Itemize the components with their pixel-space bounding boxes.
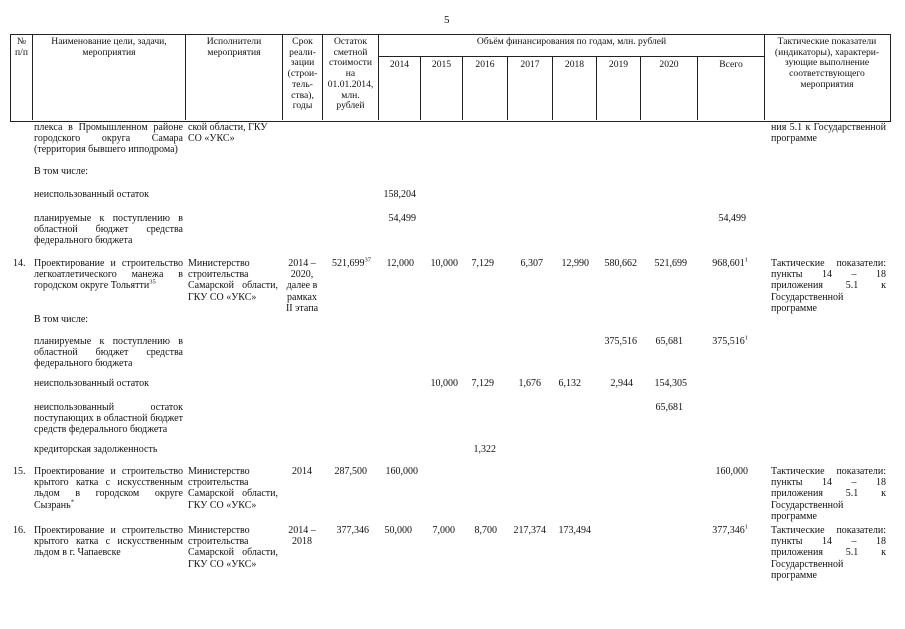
row-16-2016: 8,700 xyxy=(474,525,497,536)
row-14-number: 14. xyxy=(13,258,26,269)
unused-balance-2019: 2,944 xyxy=(610,378,633,389)
in-total-label: В том числе: xyxy=(34,166,89,177)
header-year-2018: 2018 xyxy=(564,59,585,70)
page-number: 5 xyxy=(444,14,450,26)
row-15-remainder: 287,500 xyxy=(334,466,367,477)
creditor-debt-label: кредиторская задолженность xyxy=(34,444,158,455)
footnote-mark: 1 xyxy=(744,334,748,342)
continued-row-executors: ской области, ГКУ СО «УКС» xyxy=(188,122,268,145)
unused-balance-2016: 7,129 xyxy=(471,378,494,389)
planned-federal-total: 54,499 xyxy=(718,213,746,224)
row-14-2019: 580,662 xyxy=(604,258,637,269)
row-16-remainder: 377,346 xyxy=(336,525,369,536)
unused-balance-2017: 1,676 xyxy=(518,378,541,389)
row-16-2017: 217,374 xyxy=(513,525,546,536)
header-year-2016: 2016 xyxy=(475,59,495,70)
row-14-2015: 10,000 xyxy=(430,258,458,269)
header-total: Всего xyxy=(719,59,743,70)
continued-row-name: плекса в Промышленном районе городского округа Самара (территория бывшего ипподрома) xyxy=(34,122,183,156)
planned-federal-total-2 xyxy=(700,336,748,347)
footnote-mark: 1 xyxy=(744,256,748,264)
unused-balance-2020: 154,305 xyxy=(654,378,687,389)
row-14-total-value: 968,601 xyxy=(712,258,745,269)
row-14-2020: 521,699 xyxy=(654,258,687,269)
unused-federal-2020: 65,681 xyxy=(655,402,683,413)
row-14-2018: 12,990 xyxy=(561,258,589,269)
unused-balance-2015: 10,000 xyxy=(430,378,458,389)
row-15-indicators: Тактические показатели: пункты 14 – 18 приложения 5.1 к Государственной программе xyxy=(771,466,886,522)
header-num: № п/п xyxy=(15,36,28,58)
header-remainder: Остаток сметной стоимости на 01.01.2014, млн. рублей xyxy=(327,36,374,112)
row-15-name-text: Проектирование и строительство крытого катка с искусственным льдом в городском округе Сызрань xyxy=(34,466,183,511)
header-year-2015: 2015 xyxy=(431,59,452,70)
row-16-executors: Министерство строительства Самарской области, ГКУ СО «УКС» xyxy=(188,525,278,570)
unused-balance-2014: 158,204 xyxy=(383,189,416,200)
unused-balance-label: неиспользованный остаток xyxy=(34,189,149,200)
row-16-total-value: 377,346 xyxy=(712,525,745,536)
row-15-executors: Министерство строительства Самарской области, ГКУ СО «УКС» xyxy=(188,466,278,511)
row-16-indicators: Тактические показатели: пункты 14 – 18 приложения 5.1 к Государственной программе xyxy=(771,525,886,581)
row-16-2014: 50,000 xyxy=(384,525,412,536)
row-14-remainder xyxy=(325,258,371,269)
creditor-debt-2016: 1,322 xyxy=(473,444,496,455)
in-total-label-2: В том числе: xyxy=(34,314,89,325)
planned-federal-label: планируемые к поступлению в областной бюджет средства федерального бюджета xyxy=(34,213,183,247)
row-16-2018: 173,494 xyxy=(558,525,591,536)
row-15-term: 2014 xyxy=(292,466,312,477)
row-15-total: 160,000 xyxy=(715,466,748,477)
footnote-mark: 1 xyxy=(744,523,748,531)
row-15-2014: 160,000 xyxy=(385,466,418,477)
row-14-executors: Министерство строительства Самарской области, ГКУ СО «УКС» xyxy=(188,258,278,303)
unused-federal-label: неиспользованный остаток поступающих в областной бюджет средств федерального бюджета xyxy=(34,402,183,436)
row-14-indicators: Тактические показатели: пункты 14 – 18 приложения 5.1 к Государственной программе xyxy=(771,258,886,314)
row-16-term: 2014 – 2018 xyxy=(288,525,316,548)
row-14-name xyxy=(34,258,183,292)
header-year-2020: 2020 xyxy=(659,59,679,70)
header-executors: Исполнители мероприятия xyxy=(206,36,262,58)
row-14-remainder-value: 521,699 xyxy=(332,258,365,269)
planned-federal-2014: 54,499 xyxy=(388,213,416,224)
continued-row-indicators: ния 5.1 к Государственной программе xyxy=(771,122,886,145)
planned-federal-2019: 375,516 xyxy=(604,336,637,347)
header-year-2017: 2017 xyxy=(520,59,540,70)
row-14-2016: 7,129 xyxy=(471,258,494,269)
row-16-name: Проектирование и строительство крытого катка с искусственным льдом в г. Чапаевске xyxy=(34,525,183,559)
planned-federal-2020: 65,681 xyxy=(655,336,683,347)
row-14-total xyxy=(700,258,748,269)
header-indicators: Тактические показатели (индикаторы), характери- зующие выполнение соответствующего мероприятия xyxy=(774,36,880,90)
row-16-total xyxy=(700,525,748,536)
unused-balance-label-2: неиспользованный остаток xyxy=(34,378,149,389)
row-14-term: 2014 – 2020, далее в рамках II этапа xyxy=(285,258,319,314)
row-14-name-text: Проектирование и строительство легкоатлетического манежа в городском округе Тольятти xyxy=(34,258,183,292)
footnote-mark: 37 xyxy=(364,256,371,264)
divider xyxy=(378,56,764,57)
planned-federal-total-2-value: 375,516 xyxy=(712,336,745,347)
header-year-2019: 2019 xyxy=(608,59,629,70)
row-15-name xyxy=(34,466,183,511)
row-14-2014: 12,000 xyxy=(386,258,414,269)
header-funding: Объём финансирования по годам, млн. рублей xyxy=(476,36,667,47)
footnote-mark: 35 xyxy=(149,279,156,287)
row-14-2017: 6,307 xyxy=(520,258,543,269)
planned-federal-label-2: планируемые к поступлению в областной бюджет средства федерального бюджета xyxy=(34,336,183,370)
header-name: Наименование цели, задачи, мероприятия xyxy=(51,36,167,58)
header-year-2014: 2014 xyxy=(389,59,410,70)
row-16-2015: 7,000 xyxy=(432,525,455,536)
row-15-number: 15. xyxy=(13,466,26,477)
footnote-mark: * xyxy=(70,498,74,506)
unused-balance-2018: 6,132 xyxy=(558,378,581,389)
header-term: Срок реали- зации (строи- тель- ства), годы xyxy=(287,36,318,112)
row-16-number: 16. xyxy=(13,525,26,536)
